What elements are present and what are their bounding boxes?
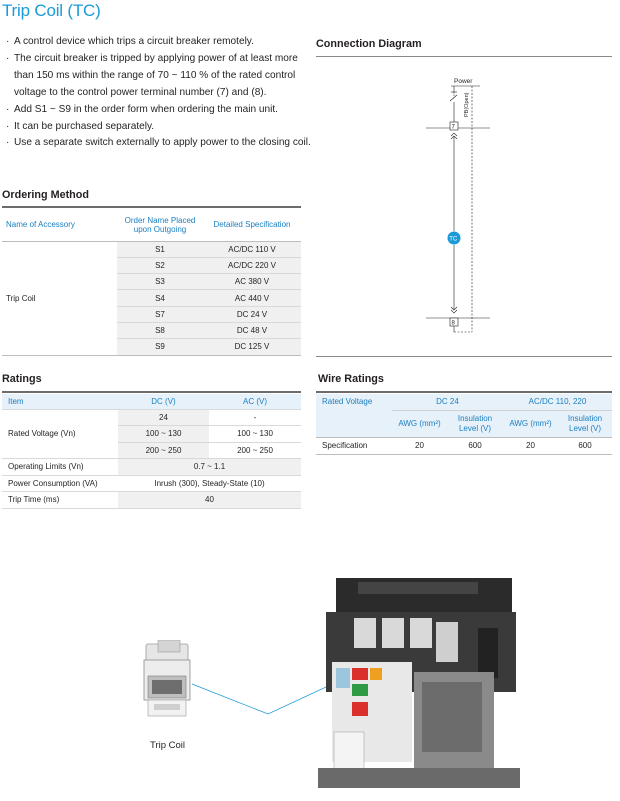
order-code: S7 [117, 306, 203, 322]
pb-open-label: PB(Open) [464, 92, 470, 117]
order-spec: AC 440 V [203, 290, 301, 306]
order-code: S1 [117, 241, 203, 257]
trip-coil-photo [138, 640, 198, 730]
ordering-table [2, 209, 301, 356]
connection-diagram [410, 70, 510, 350]
insulation-header: Insulation Level (V) [558, 410, 612, 437]
photo-caption: Trip Coil [150, 740, 186, 751]
power-consumption-label: Power Consumption (VA) [2, 475, 118, 492]
awg-header: AWG (mm²) [503, 410, 558, 437]
operating-limits-label: Operating Limits (Vn) [2, 459, 118, 476]
rated-voltage-label: Rated Voltage (Vn) [2, 409, 118, 459]
power-consumption-value: Inrush (300), Steady-State (10) [118, 475, 301, 492]
bullet-item: · A control device which trips a circuit breaker remotely. [6, 34, 311, 51]
terminal-7: 7 [451, 124, 455, 131]
section-divider [316, 391, 612, 393]
accessory-name: Trip Coil [2, 241, 117, 355]
spec-label: Specification [316, 437, 392, 454]
trip-time-value: 40 [118, 492, 301, 509]
header-accessory: Name of Accessory [2, 209, 117, 241]
group-ac: AC/DC 110, 220 [503, 394, 612, 410]
terminal-8: 8 [451, 320, 455, 327]
rated-ac: 100 ~ 130 [209, 426, 301, 443]
ordering-heading: Ordering Method [2, 189, 89, 201]
insulation-header: Insulation Level (V) [447, 410, 503, 437]
bullet-item: · The circuit breaker is tripped by applying power of at least more than 150 ms within the range of 70 ~ 110 % of the rated control voltage to the control power terminal number (7) and (8). [6, 51, 311, 102]
rated-dc: 100 ~ 130 [118, 426, 209, 443]
ratings-table [2, 394, 301, 509]
spec-value: 600 [558, 437, 612, 454]
bullet-item: · Add S1 ~ S9 in the order form when ordering the main unit. [6, 102, 311, 119]
bullet-item: · It can be purchased separately. [6, 119, 311, 136]
ratings-heading: Ratings [2, 373, 42, 385]
rated-dc: 200 ~ 250 [118, 442, 209, 459]
description-list [6, 34, 311, 152]
operating-limits-value: 0.7 ~ 1.1 [118, 459, 301, 476]
order-code: S9 [117, 339, 203, 355]
pushbutton-symbol [450, 95, 457, 101]
power-label: Power [454, 78, 473, 85]
page-title: Trip Coil (TC) [2, 1, 101, 20]
order-code: S8 [117, 322, 203, 338]
trip-time-label: Trip Time (ms) [2, 492, 118, 509]
header-ac: AC (V) [209, 394, 301, 409]
section-divider [2, 391, 301, 393]
order-code: S4 [117, 290, 203, 306]
header-item: Item [2, 394, 118, 409]
order-spec: DC 48 V [203, 322, 301, 338]
header-order-name: Order Name Placed upon Outgoing [117, 209, 203, 241]
connection-diagram-heading: Connection Diagram [316, 38, 422, 50]
header-spec: Detailed Specification [203, 209, 301, 241]
section-divider [2, 206, 301, 208]
wire-ratings-heading: Wire Ratings [318, 373, 384, 385]
spec-value: 600 [447, 437, 503, 454]
order-spec: AC/DC 220 V [203, 257, 301, 273]
awg-header: AWG (mm²) [392, 410, 447, 437]
section-divider [316, 56, 612, 57]
rated-dc: 24 [118, 409, 209, 426]
rated-ac: 200 ~ 250 [209, 442, 301, 459]
section-divider [316, 356, 612, 357]
circuit-breaker-photo [318, 572, 520, 794]
header-dc: DC (V) [118, 394, 209, 409]
spec-value: 20 [503, 437, 558, 454]
group-dc: DC 24 [392, 394, 503, 410]
rated-ac: - [209, 409, 301, 426]
order-code: S3 [117, 274, 203, 290]
rated-voltage-label: Rated Voltage [316, 394, 392, 437]
order-code: S2 [117, 257, 203, 273]
bullet-item: · Use a separate switch externally to apply power to the closing coil. [6, 135, 311, 152]
spec-value: 20 [392, 437, 447, 454]
wire-ratings-table [316, 394, 612, 455]
tc-label: TC [449, 236, 458, 243]
order-spec: DC 125 V [203, 339, 301, 355]
order-spec: AC 380 V [203, 274, 301, 290]
order-spec: AC/DC 110 V [203, 241, 301, 257]
order-spec: DC 24 V [203, 306, 301, 322]
